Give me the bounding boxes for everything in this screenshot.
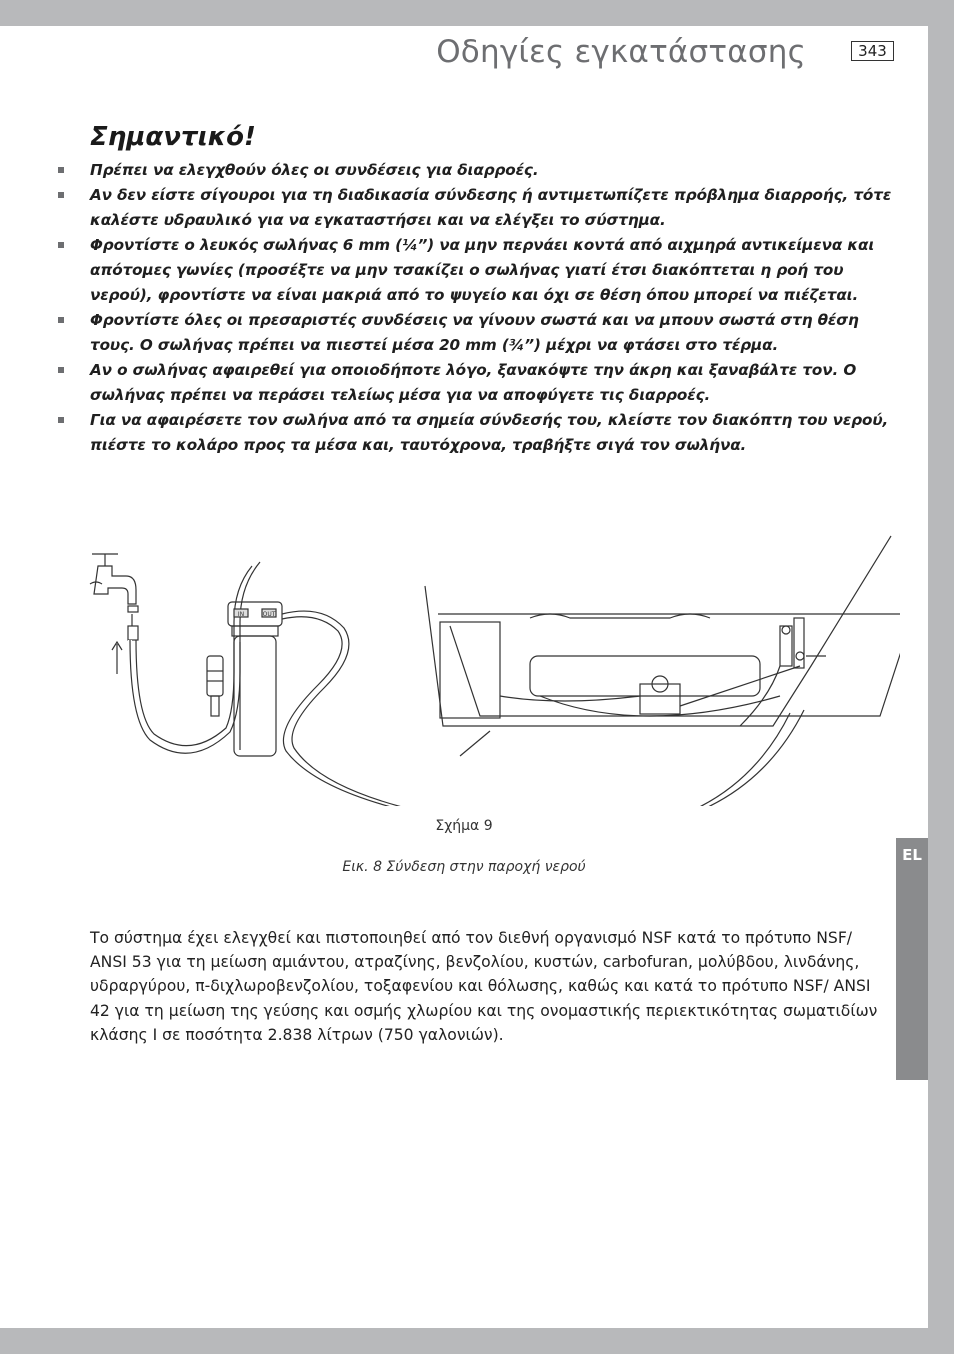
list-item (58, 408, 894, 458)
installation-figure (80, 506, 900, 806)
bullet-square-icon (58, 417, 64, 423)
certification-paragraph: Το σύστημα έχει ελεγχθεί και πιστοποιηθεί από τον διεθνή οργανισμό NSF κατά το πρότυπο NSF/ ANSI 53 για τη μείωση αμιάντου, ατραζίνης, βενζολίου, κυστών, carbofuran, μολύβδου, λινδάνης, υδραργύρου, π-διχλωροβενζολίου, τοξαφενίου και θόλωσης, καθώς και κατά το πρότυπο NSF/ ANSI 42 για τη μείωση της γεύσης και οσμής χλωρίου και της ονομαστικής περιεκτικότητας σωματιδίων κλάσης I σε ποσότητα 2.838 λίτρων (750 γαλονιών). (90, 929, 878, 1044)
important-list (58, 158, 894, 458)
flow-direction-arrow-icon (112, 642, 122, 674)
bullet-square-icon (58, 167, 64, 173)
bullet-square-icon (58, 367, 64, 373)
list-item-text: Αν δεν είστε σίγουροι για τη διαδικασία σύνδεσης ή αντιμετωπίζετε πρόβλημα διαρροής, τότε καλέστε υδραυλικό για να εγκαταστήσει και να ελέγξει το σύστημα. (90, 186, 892, 229)
list-item (58, 308, 894, 358)
list-item-text: Για να αφαιρέσετε τον σωλήνα από τα σημεία σύνδεσής του, κλείστε τον διακόπτη του νερού, πιέστε το κολάρο προς τα μέσα και, ταυτόχρονα, τραβήξτε σιγά τον σωλήνα. (90, 411, 889, 454)
figure-number-caption: Σχήμα 9 (435, 818, 493, 834)
list-item-text: Αν ο σωλήνας αφαιρεθεί για οποιοδήποτε λόγο, ξανακόψτε την άκρη και ξαναβάλτε τον. Ο σωλήνας πρέπει να περάσει τελείως μέσα για να αποφύγετε τις διαρροές. (90, 361, 857, 404)
list-item (58, 233, 894, 308)
filter-out-label: OUT (262, 611, 276, 618)
list-item-text: Φροντίστε ο λευκός σωλήνας 6 mm (¼”) να μην περνάει κοντά από αιχμηρά αντικείμενα και απότομες γωνίες (προσέξτε να μην τσακίζει ο σωλήνας γιατί έτσι διακόπτεται η ροή του νερού), φροντίστε να είναι μακριά από το ψυγείο και όχι σε θέση όπου μπορεί να πιέζεται. (90, 236, 875, 304)
list-item-text: Πρέπει να ελεγχθούν όλες οι συνδέσεις για διαρροές. (90, 161, 539, 179)
bullet-square-icon (58, 317, 64, 323)
water-connection-diagram (80, 506, 900, 806)
list-item (58, 183, 894, 233)
water-tap-icon (90, 554, 138, 612)
list-item (58, 158, 894, 183)
important-heading: Σημαντικό! (90, 122, 256, 152)
bullet-square-icon (58, 242, 64, 248)
language-tab-label: EL (902, 846, 922, 864)
inline-valve-icon (207, 656, 223, 716)
filter-in-label: IN (237, 611, 245, 618)
figure-caption: Εικ. 8 Σύνδεση στην παροχή νερού (342, 859, 586, 875)
bullet-square-icon (58, 192, 64, 198)
water-filter-icon (228, 602, 282, 756)
page (0, 26, 928, 1328)
page-number: 343 (851, 41, 894, 61)
water-inlet-valve-icon (780, 618, 826, 668)
list-item-text: Φροντίστε όλες οι πρεσαριστές συνδέσεις να γίνουν σωστά και να μπουν σωστά στη θέση τους. Ο σωλήνας πρέπει να πιεστεί μέσα 20 mm (¾”) μέχρι να φτάσει στο τέρμα. (90, 311, 859, 354)
refrigerator-base-illustration (425, 536, 900, 756)
page-title: Οδηγίες εγκατάστασης (436, 34, 806, 70)
list-item (58, 358, 894, 408)
